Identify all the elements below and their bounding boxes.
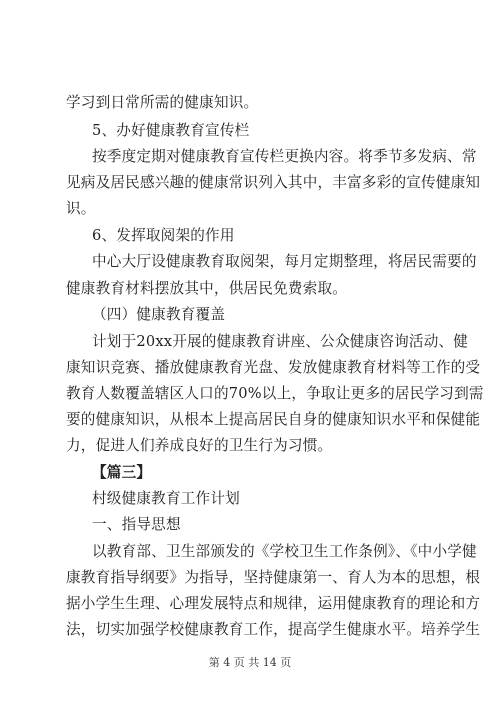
paragraph-first-line: 按季度定期对健康教育宣传栏更换内容。将季节多发病、常 — [92, 148, 477, 165]
list-heading: 5、办好健康教育宣传栏 — [92, 122, 250, 139]
body-text-line: 识。 — [66, 200, 96, 217]
section-heading: 一、指导思想 — [92, 516, 181, 533]
paragraph-first-line: 计划于20xx开展的健康教育讲座、公众健康咨询活动、健 — [92, 333, 469, 350]
paragraph-first-line: 以教育部、卫生部颁发的《学校卫生工作条例》、《中小学健 — [92, 543, 477, 560]
body-text-line: 康教育指导纲要》为指导，坚持健康第一、育人为本的思想，根 — [66, 569, 481, 586]
part-heading: 【篇三】 — [92, 464, 152, 481]
paragraph-first-line: 中心大厅设健康教育取阅架，每月定期整理，将居民需要的 — [92, 253, 477, 270]
body-text-line: 法，切实加强学校健康教育工作，提高学生健康水平。培养学生 — [66, 621, 481, 638]
body-text-line: 力，促进人们养成良好的卫生行为习惯。 — [66, 437, 333, 454]
body-text-line: 见病及居民感兴趣的健康常识列入其中，丰富多彩的宣传健康知 — [66, 174, 481, 191]
body-text-line: 据小学生生理、心理发展特点和规律，运用健康教育的理论和方 — [66, 595, 481, 612]
article-title: 村级健康教育工作计划 — [92, 490, 240, 507]
body-text-line: 教育人数覆盖辖区人口的70%以上，争取让更多的居民学习到需 — [66, 385, 484, 402]
body-text-line: 康知识竞赛、播放健康教育光盘、发放健康教育材料等工作的受 — [66, 359, 481, 376]
body-text-line: 学习到日常所需的健康知识。 — [66, 94, 259, 111]
list-heading: 6、发挥取阅架的作用 — [92, 227, 235, 244]
page-footer: 第 4 页 共 14 页 — [208, 656, 292, 669]
body-text-line: 健康教育材料摆放其中，供居民免费索取。 — [66, 280, 348, 297]
body-text-line: 要的健康知识，从根本上提高居民自身的健康知识水平和保健能 — [66, 411, 481, 428]
section-heading: （四）健康教育覆盖 — [92, 306, 226, 323]
